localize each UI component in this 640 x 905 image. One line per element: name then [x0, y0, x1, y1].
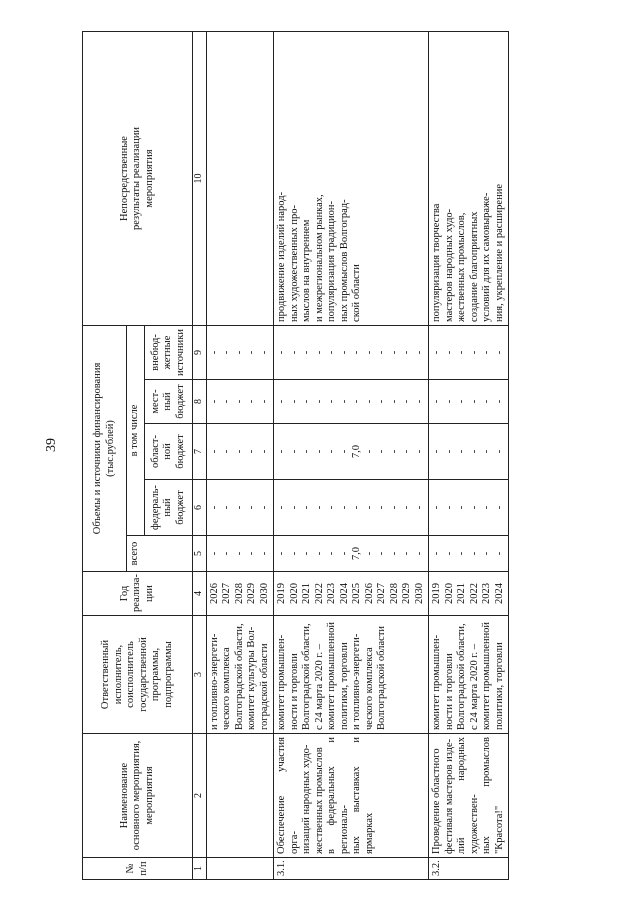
row-extrabudget-value: - — [456, 350, 467, 355]
row-years-value: 2021 — [456, 583, 467, 604]
row-regional-value: - — [326, 449, 337, 454]
row-regional-value: - — [301, 449, 312, 454]
row-local-value: - — [233, 399, 245, 404]
row-federal-value: - — [258, 505, 270, 510]
row-total-value: - — [338, 551, 350, 556]
row-years-value: 2027 — [221, 583, 232, 604]
row-regional-value: - — [276, 449, 287, 454]
row-local — [206, 380, 274, 424]
col-num-7: 7 — [193, 424, 207, 480]
row-years — [274, 572, 429, 616]
row-federal-value: - — [276, 505, 287, 510]
row-regional-value: - — [208, 449, 220, 454]
row-federal-value: - — [388, 505, 400, 510]
header-federal: федераль- ный бюджет — [145, 480, 193, 536]
row-years-value: 2030 — [413, 583, 425, 604]
table-row — [206, 31, 274, 879]
row-number: 3.1. — [274, 858, 429, 880]
row-regional-value: - — [258, 449, 270, 454]
row-extrabudget-value: - — [468, 350, 480, 355]
row-local-value: - — [326, 399, 337, 404]
row-total-value: - — [493, 551, 505, 556]
row-regional-value: - — [221, 449, 232, 454]
row-total — [206, 536, 274, 572]
row-regional-value: - — [401, 449, 412, 454]
row-extrabudget-value: - — [338, 350, 350, 355]
row-extrabudget-value: - — [443, 350, 455, 355]
row-total-value: - — [376, 551, 387, 556]
row-activity-name: Проведение областного фестиваля мастеров изде- лий народных художествен- ных промыслов "Красота!" — [429, 734, 509, 858]
row-extrabudget-value: - — [313, 350, 325, 355]
col-num-8: 8 — [193, 380, 207, 424]
col-num-1: 1 — [193, 858, 207, 880]
row-local-value: - — [258, 399, 270, 404]
row-number — [206, 858, 274, 880]
row-total-value: - — [431, 551, 442, 556]
row-local-value: - — [468, 399, 480, 404]
row-extrabudget-value: - — [221, 350, 232, 355]
row-years-value: 2024 — [493, 583, 505, 604]
row-executor: и топливно-энергети- ческого комплекса Волгоградской области, комитет культуры Вол- гоградской области — [206, 616, 274, 734]
col-num-10: 10 — [193, 31, 207, 325]
row-total-value: - — [456, 551, 467, 556]
row-extrabudget — [274, 325, 429, 379]
row-local-value: - — [338, 399, 350, 404]
row-local-value: - — [388, 399, 400, 404]
row-total-value: - — [313, 551, 325, 556]
row-total — [429, 536, 509, 572]
row-years — [206, 572, 274, 616]
row-extrabudget-value: - — [388, 350, 400, 355]
row-regional-value: - — [481, 449, 492, 454]
row-local-value: - — [221, 399, 232, 404]
row-regional-value: - — [413, 449, 425, 454]
table-row — [274, 31, 429, 879]
row-regional-value: 7,0 — [351, 444, 362, 459]
row-local-value: - — [431, 399, 442, 404]
row-local-value: - — [301, 399, 312, 404]
header-regional: област- ной бюджет — [145, 424, 193, 480]
row-total-value: - — [401, 551, 412, 556]
row-local-value: - — [363, 399, 375, 404]
row-federal-value: - — [481, 505, 492, 510]
row-regional-value: - — [468, 449, 480, 454]
row-executor: комитет промышлен- ности и торговли Волгоградской области, с 24 марта 2020 г. – комитет промышленной политики, торговли и топливно-энергети- ческого комплекса Волгоградской области — [274, 616, 429, 734]
row-extrabudget-value: - — [246, 350, 257, 355]
row-regional-value: - — [493, 449, 505, 454]
row-regional-value: - — [443, 449, 455, 454]
row-federal-value: - — [338, 505, 350, 510]
row-total-value: - — [233, 551, 245, 556]
row-years-value: 2025 — [351, 583, 362, 604]
row-total-value: - — [221, 551, 232, 556]
row-extrabudget-value: - — [208, 350, 220, 355]
page-number: 39 — [44, 438, 59, 452]
row-regional-value: - — [388, 449, 400, 454]
row-regional-value: - — [338, 449, 350, 454]
row-total-value: - — [246, 551, 257, 556]
row-total-value: - — [288, 551, 300, 556]
row-regional-value: - — [431, 449, 442, 454]
col-num-4: 4 — [193, 572, 207, 616]
row-extrabudget — [429, 325, 509, 379]
row-local-value: - — [456, 399, 467, 404]
col-num-3: 3 — [193, 616, 207, 734]
row-result: продвижение изделий народ- ных художественных про- мыслов на внутреннем и межрегиональном рынках, популяризация традицион- ных промыслов Волгоград- ской области — [274, 31, 429, 325]
row-years-value: 2020 — [288, 583, 300, 604]
row-regional — [206, 424, 274, 480]
row-local — [274, 380, 429, 424]
row-regional-value: - — [246, 449, 257, 454]
row-local-value: - — [401, 399, 412, 404]
row-years-value: 2023 — [481, 583, 492, 604]
row-regional-value: - — [288, 449, 300, 454]
row-extrabudget-value: - — [276, 350, 287, 355]
row-total-value: - — [258, 551, 270, 556]
row-extrabudget-value: - — [326, 350, 337, 355]
row-federal-value: - — [301, 505, 312, 510]
row-regional-value: - — [313, 449, 325, 454]
row-executor: комитет промышлен- ности и торговли Волгоградской области, с 24 марта 2020 г. – комитет промышленной политики, торговли — [429, 616, 509, 734]
row-years-value: 2028 — [388, 583, 400, 604]
row-total-value: - — [388, 551, 400, 556]
row-federal-value: - — [413, 505, 425, 510]
row-years-value: 2019 — [431, 583, 442, 604]
row-years-value: 2023 — [326, 583, 337, 604]
header-executor: Ответственный исполнитель, соисполнитель государственной программы, подпрограммы — [83, 616, 193, 734]
header-extrabudget: внебюд- жетные источники — [145, 325, 193, 379]
row-years-value: 2029 — [401, 583, 412, 604]
row-regional — [274, 424, 429, 480]
row-total-value: - — [468, 551, 480, 556]
row-federal-value: - — [376, 505, 387, 510]
row-federal-value: - — [443, 505, 455, 510]
col-num-5: 5 — [193, 536, 207, 572]
row-years-value: 2019 — [276, 583, 287, 604]
row-federal-value: - — [363, 505, 375, 510]
row-extrabudget-value: - — [493, 350, 505, 355]
row-regional — [429, 424, 509, 480]
row-extrabudget — [206, 325, 274, 379]
row-result: популяризация творчества мастеров народных худо- жественных промыслов, создание благоприятных условий для их самовыраже- ния, укрепление и расширение — [429, 31, 509, 325]
row-years-value: 2027 — [376, 583, 387, 604]
header-num: № п/п — [83, 858, 193, 880]
row-total-value: 7,0 — [351, 546, 362, 561]
col-num-9: 9 — [193, 325, 207, 379]
row-extrabudget-value: - — [351, 350, 362, 355]
row-extrabudget-value: - — [363, 350, 375, 355]
row-years-value: 2026 — [363, 583, 375, 604]
row-federal-value: - — [431, 505, 442, 510]
row-federal — [206, 480, 274, 536]
header-results: Непосредственные результаты реализации мероприятия — [83, 31, 193, 325]
row-years-value: 2021 — [301, 583, 312, 604]
row-local-value: - — [276, 399, 287, 404]
row-federal-value: - — [246, 505, 257, 510]
row-total-value: - — [276, 551, 287, 556]
row-local-value: - — [246, 399, 257, 404]
row-local-value: - — [288, 399, 300, 404]
row-total-value: - — [363, 551, 375, 556]
row-federal-value: - — [401, 505, 412, 510]
table-row — [429, 31, 509, 879]
row-local-value: - — [208, 399, 220, 404]
row-regional-value: - — [363, 449, 375, 454]
header-including: в том числе — [127, 325, 145, 535]
row-local-value: - — [351, 399, 362, 404]
row-extrabudget-value: - — [431, 350, 442, 355]
row-years-value: 2030 — [258, 583, 270, 604]
header-total: всего — [127, 536, 193, 572]
row-local-value: - — [413, 399, 425, 404]
row-federal-value: - — [288, 505, 300, 510]
header-funding: Объемы и источники финансирования (тыс.рублей) — [83, 325, 127, 571]
rotated-table-wrapper — [82, 32, 578, 880]
row-federal-value: - — [468, 505, 480, 510]
row-total-value: - — [326, 551, 337, 556]
row-total-value: - — [481, 551, 492, 556]
row-total-value: - — [413, 551, 425, 556]
row-federal-value: - — [208, 505, 220, 510]
row-extrabudget-value: - — [301, 350, 312, 355]
row-extrabudget-value: - — [376, 350, 387, 355]
row-result — [206, 31, 274, 325]
row-local-value: - — [443, 399, 455, 404]
row-federal-value: - — [221, 505, 232, 510]
row-regional-value: - — [376, 449, 387, 454]
row-years-value: 2026 — [208, 583, 220, 604]
col-num-2: 2 — [193, 734, 207, 858]
header-year: Год реализа- ции — [83, 572, 193, 616]
row-activity-name: Обеспечение участия орга- низаций народных худо- жественных промыслов в федеральных и региональ- ных выставках и ярмарках — [274, 734, 429, 858]
row-federal-value: - — [313, 505, 325, 510]
program-table — [82, 31, 509, 880]
row-years-value: 2022 — [468, 583, 480, 604]
row-local-value: - — [376, 399, 387, 404]
row-extrabudget-value: - — [401, 350, 412, 355]
row-extrabudget-value: - — [233, 350, 245, 355]
row-total-value: - — [301, 551, 312, 556]
row-federal-value: - — [233, 505, 245, 510]
row-federal-value: - — [456, 505, 467, 510]
row-total-value: - — [443, 551, 455, 556]
row-local — [429, 380, 509, 424]
row-federal-value: - — [351, 505, 362, 510]
row-federal-value: - — [493, 505, 505, 510]
row-total-value: - — [208, 551, 220, 556]
row-federal-value: - — [326, 505, 337, 510]
col-num-6: 6 — [193, 480, 207, 536]
row-regional-value: - — [233, 449, 245, 454]
row-extrabudget-value: - — [413, 350, 425, 355]
row-local-value: - — [493, 399, 505, 404]
row-years-value: 2028 — [233, 583, 245, 604]
header-name: Наименование основного мероприятия, мероприятия — [83, 734, 193, 858]
row-federal — [274, 480, 429, 536]
header-local: мест- ный бюджет — [145, 380, 193, 424]
row-years-value: 2024 — [338, 583, 350, 604]
row-years-value: 2029 — [246, 583, 257, 604]
row-years-value: 2022 — [313, 583, 325, 604]
row-regional-value: - — [456, 449, 467, 454]
row-years — [429, 572, 509, 616]
row-years-value: 2020 — [443, 583, 455, 604]
row-local-value: - — [313, 399, 325, 404]
row-number: 3.2. — [429, 858, 509, 880]
row-extrabudget-value: - — [288, 350, 300, 355]
row-federal — [429, 480, 509, 536]
row-activity-name — [206, 734, 274, 858]
row-extrabudget-value: - — [481, 350, 492, 355]
row-local-value: - — [481, 399, 492, 404]
row-extrabudget-value: - — [258, 350, 270, 355]
row-total — [274, 536, 429, 572]
